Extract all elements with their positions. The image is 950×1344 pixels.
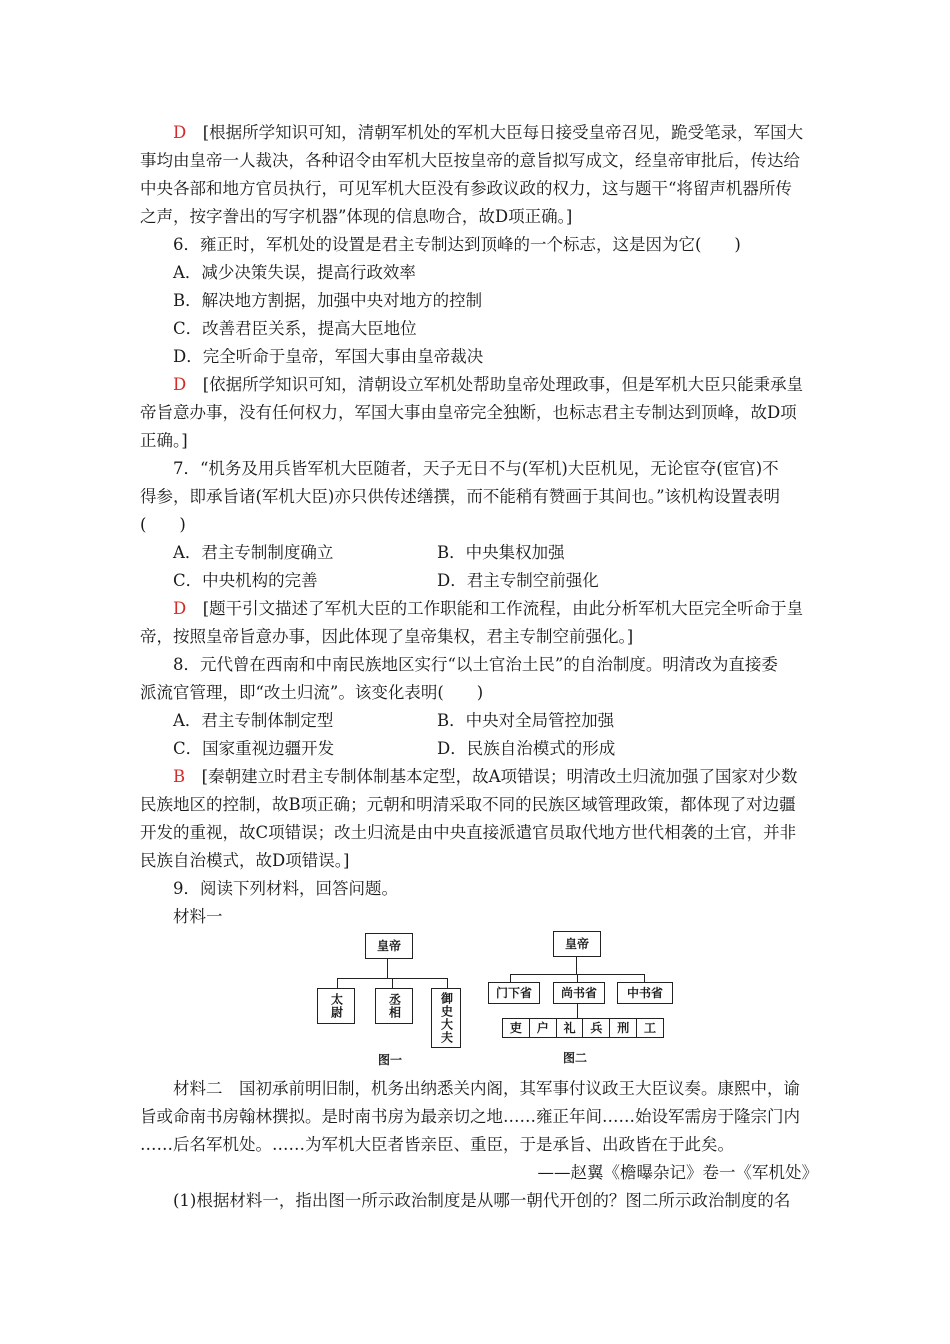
material2-line-2: 旨或命南书房翰林撰拟。是时南书房为最亲切之地……雍正年间……始设军需房于隆宗门内 (140, 1107, 800, 1126)
fig1-emperor-box: 皇帝 (365, 933, 413, 959)
material2-line-1: 材料二 国初承前明旧制，机务出纳悉关内阁，其军事付议政王大臣议奏。康熙中，谕 (173, 1079, 800, 1098)
q9-stem: 9．阅读下列材料，回答问题。 (173, 879, 398, 898)
q8-answer-line-1: B [秦朝建立时君主专制体制基本定型，故A项错误；明清改土归流加强了国家对少数 (173, 767, 798, 786)
fig2-connector (644, 974, 645, 982)
q8-options-row-2 (173, 739, 853, 759)
q9-subquestion-1: (1)根据材料一，指出图一所示政治制度是从哪一朝代开创的？图二所示政治制度的名 (173, 1191, 791, 1210)
material2-line-3: ……后名军机处。……为军机大臣者皆亲臣、重臣，于是承旨、出政皆在于此矣。 (140, 1135, 734, 1154)
q8-stem-line-2: 派流官管理，即“改土归流”。该变化表明( ) (140, 683, 484, 702)
fig2-ministry-li-personnel: 吏 (502, 1018, 530, 1038)
q6-stem: 6．雍正时，军机处的设置是君主专制达到顶峰的一个标志，这是因为它( ) (173, 235, 741, 254)
q5-answer-line-4: 之声，按字誊出的写字机器”体现的信息吻合，故D项正确。] (140, 207, 573, 226)
fig2-ministry-bing: 兵 (583, 1018, 610, 1038)
q7-answer-line-2: 帝，按照皇帝旨意办事，因此体现了皇帝集权，君主专制空前强化。] (140, 627, 634, 646)
fig2-connector (510, 974, 511, 982)
q5-answer-line-3: 中央各部和地方官员执行，可见军机大臣没有参政议政的权力，这与题干“将留声机器所传 (140, 179, 792, 198)
q7-option-a: A．君主专制制度确立 (173, 543, 334, 562)
fig2-caption: 图二 (563, 1051, 588, 1065)
q7-option-c: C．中央机构的完善 (173, 571, 318, 590)
q6-answer-line-3: 正确。] (140, 431, 188, 450)
fig2-ministry-xing: 刑 (610, 1018, 637, 1038)
q8-option-c: C．国家重视边疆开发 (173, 739, 335, 758)
fig2-connector (577, 1004, 578, 1018)
answer-letter: D (173, 375, 187, 394)
fig1-caption: 图一 (378, 1053, 403, 1067)
q8-option-a: A．君主专制体制定型 (173, 711, 334, 730)
fig2-emperor-box: 皇帝 (553, 931, 601, 957)
answer-letter: D (173, 599, 187, 618)
fig2-ministry-hu: 户 (530, 1018, 557, 1038)
material2-source: ——赵翼《檐曝杂记》卷一《军机处》 (537, 1163, 818, 1182)
q5-answer-line-1: D [根据所学知识可知，清朝军机处的军机大臣每日接受皇帝召见，跪受笔录，军国大 (173, 123, 804, 142)
fig2-ministries-row (502, 1018, 664, 1038)
fig2-connector (576, 957, 577, 974)
fig2-connector (577, 974, 578, 982)
fig1-connector (447, 978, 448, 988)
q7-stem-line-3: ( ) (140, 515, 186, 534)
q7-options-row-2 (173, 571, 853, 591)
q8-options-row-1 (173, 711, 853, 731)
fig2-ministry-li-rites: 礼 (557, 1018, 584, 1038)
fig2-ministry-gong: 工 (637, 1018, 664, 1038)
q8-option-d: D．民族自治模式的形成 (437, 739, 616, 758)
q6-answer-line-1: D [依据所学知识可知，清朝设立军机处帮助皇帝处理政事，但是军机大臣只能秉承皇 (173, 375, 804, 394)
q8-answer-line-3: 开发的重视，故C项错误；改土归流是由中央直接派遣官员取代地方世代相袭的土官，并非 (140, 823, 797, 842)
fig2-zhongshu-box: 中书省 (617, 982, 673, 1004)
q8-stem-line-1: 8．元代曾在西南和中南民族地区实行“以土官治土民”的自治制度。明清改为直接委 (173, 655, 778, 674)
fig1-chengxiang-box: 丞相 (375, 988, 413, 1024)
q6-option-b: B．解决地方割据，加强中央对地方的控制 (173, 291, 483, 310)
q7-option-d: D．君主专制空前强化 (437, 571, 599, 590)
fig1-connector (392, 978, 393, 988)
fig1-taiwei-box: 太尉 (317, 988, 355, 1024)
q6-option-a: A．减少决策失误，提高行政效率 (173, 263, 416, 282)
q8-answer-line-2: 民族地区的控制，故B项正确；元朝和明清采取不同的民族区域管理政策，都体现了对边疆 (140, 795, 796, 814)
answer-letter: D (173, 123, 187, 142)
q7-stem-line-2: 得参，即承旨诸(军机大臣)亦只供传述缮撰，而不能稍有赞画于其间也。”该机构设置表明 (140, 487, 781, 506)
q6-answer-line-2: 帝旨意办事，没有任何权力，军国大事由皇帝完全独断，也标志君主专制达到顶峰，故D项 (140, 403, 797, 422)
q6-option-c: C．改善君臣关系，提高大臣地位 (173, 319, 417, 338)
q7-option-b: B．中央集权加强 (437, 543, 565, 562)
fig1-yushidafu-box: 御史大夫 (431, 988, 461, 1048)
q8-option-b: B．中央对全局管控加强 (437, 711, 615, 730)
fig2-shangshu-box: 尚书省 (553, 982, 605, 1004)
fig1-connector (387, 959, 388, 978)
q8-answer-line-4: 民族自治模式，故D项错误。] (140, 851, 350, 870)
fig2-menxia-box: 门下省 (488, 982, 540, 1004)
material1-label: 材料一 (173, 907, 223, 926)
q7-stem-line-1: 7．“机务及用兵皆军机大臣随者，天子无日不与(军机)大臣机见，无论宦夺(宦官)不 (173, 459, 779, 478)
q7-answer-line-1: D [题干引文描述了军机大臣的工作职能和工作流程，由此分析军机大臣完全听命于皇 (173, 599, 804, 618)
q7-options-row-1 (173, 543, 853, 563)
q6-option-d: D．完全听命于皇帝，军国大事由皇帝裁决 (173, 347, 484, 366)
fig1-connector (337, 978, 338, 988)
answer-letter: B (173, 767, 186, 786)
q5-answer-line-2: 事均由皇帝一人裁决，各种诏令由军机大臣按皇帝的意旨拟写成文，经皇帝审批后，传达给 (140, 151, 800, 170)
